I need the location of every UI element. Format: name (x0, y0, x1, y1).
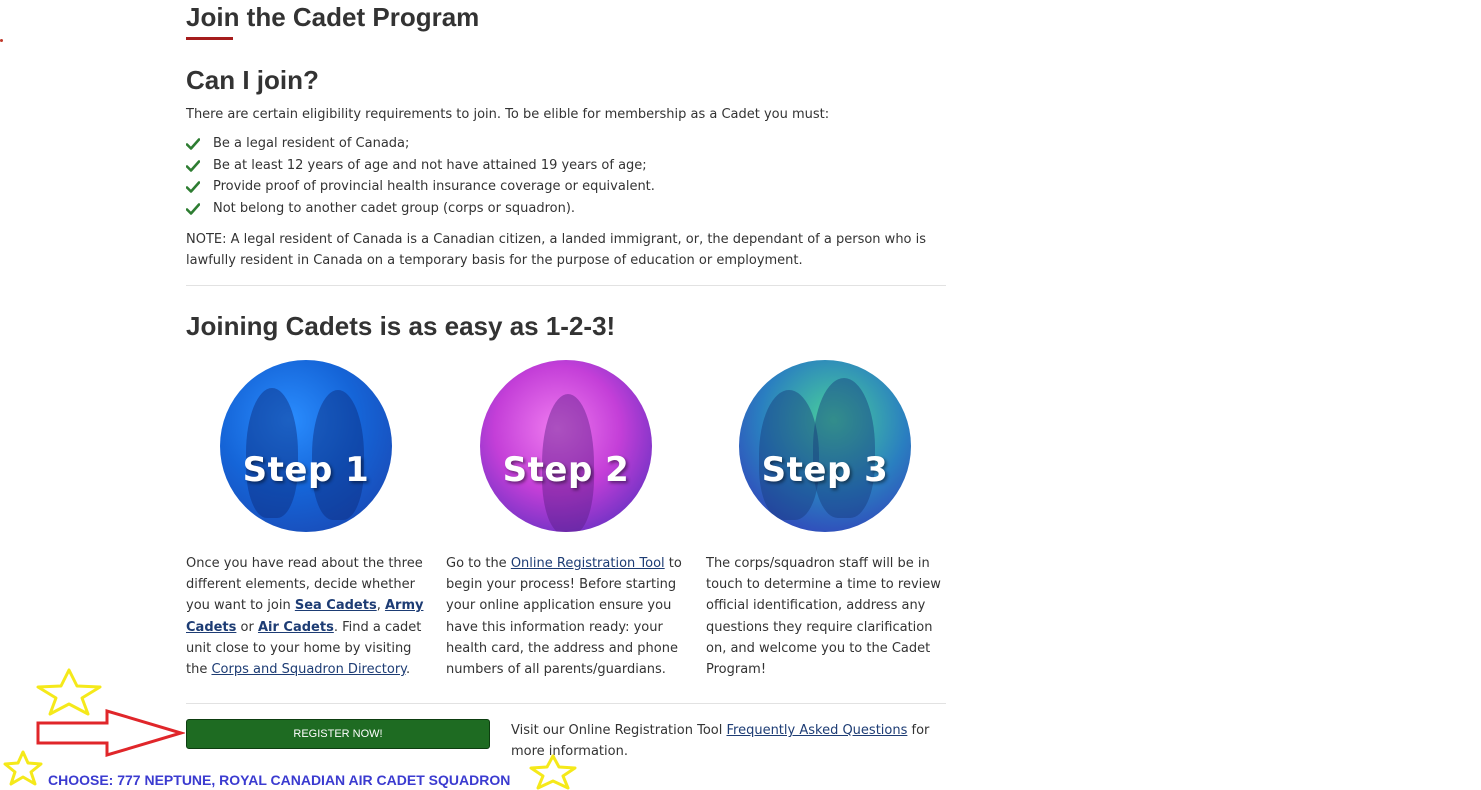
faq-text: Visit our Online Registration Tool (511, 723, 727, 738)
step-1-text: . (406, 662, 411, 678)
checkmark-icon (186, 202, 200, 216)
directory-link[interactable]: Corps and Squadron Directory (211, 662, 406, 678)
step-3-image (739, 360, 911, 532)
separator-text: , (376, 598, 385, 614)
requirement-text: Be at least 12 years of age and not have attained 19 years of age; (213, 157, 647, 173)
list-item (186, 178, 655, 200)
checkmark-icon (186, 137, 200, 151)
step-3-description: The corps/squadron staff will be in touch to determine a time to review official identification, address any questions they require clarification on, and welcome you to the Cadet Program! (706, 556, 941, 678)
title-underline (186, 37, 233, 40)
air-cadets-link[interactable]: Air Cadets (257, 619, 334, 635)
eligibility-intro: There are certain eligibility requirements to join. To be elible for membership as a Cadet you must: (186, 107, 830, 122)
separator-text: or (236, 619, 258, 635)
star-icon (2, 750, 44, 786)
step-2-text: Go to the (446, 556, 511, 571)
choose-squadron-annotation: CHOOSE: 777 NEPTUNE, ROYAL CANADIAN AIR CADET SQUADRON (48, 772, 511, 788)
step-2-text: to begin your process! Before starting your online application ensure you have this information ready: your health card, the address and phone numbers of all parents/guardians. (446, 556, 682, 678)
step-2-description (446, 553, 691, 680)
step-3-label: Step 3 (761, 450, 889, 490)
step-1-label: Step 1 (242, 450, 370, 490)
list-item (186, 157, 655, 179)
sea-cadets-link[interactable]: Sea Cadets (294, 598, 377, 614)
star-icon (34, 667, 104, 717)
eligibility-heading: Can I join? (186, 65, 319, 95)
register-now-button[interactable]: REGISTER NOW! (186, 719, 490, 749)
step-1-text: Once you have read about the three different elements, decide whether you want to join (186, 556, 423, 614)
requirement-text: Be a legal resident of Canada; (213, 136, 410, 151)
step-1-description (186, 553, 431, 680)
list-item (186, 135, 655, 157)
stray-mark (0, 39, 3, 42)
requirements-list (186, 135, 655, 221)
registration-tool-link[interactable]: Online Registration Tool (510, 556, 665, 571)
divider (186, 703, 946, 704)
faq-text: for more information. (511, 723, 930, 759)
step-2-image (480, 360, 652, 532)
star-icon (528, 754, 578, 790)
step-2-label: Step 2 (502, 450, 630, 490)
cadet-figure (813, 378, 875, 518)
page-title: Join the Cadet Program (186, 2, 480, 32)
faq-link[interactable]: Frequently Asked Questions (726, 723, 908, 738)
checkmark-icon (186, 159, 200, 173)
steps-heading: Joining Cadets is as easy as 1-2-3! (186, 311, 616, 341)
requirement-text: Not belong to another cadet group (corps or squadron). (213, 200, 576, 216)
army-cadets-link[interactable]: Army Cadets (186, 598, 424, 635)
list-item (186, 200, 655, 222)
requirement-text: Provide proof of provincial health insurance coverage or equivalent. (213, 179, 655, 194)
step-1-text: . Find a cadet unit close to your home by visiting the (186, 619, 422, 678)
step-1-image (220, 360, 392, 532)
divider (186, 285, 946, 286)
eligibility-note: NOTE: A legal resident of Canada is a Canadian citizen, a landed immigrant, or, the dependant of a person who is lawfully resident in Canada on a temporary basis for the purpose of education or employment. (186, 232, 927, 268)
checkmark-icon (186, 180, 200, 194)
